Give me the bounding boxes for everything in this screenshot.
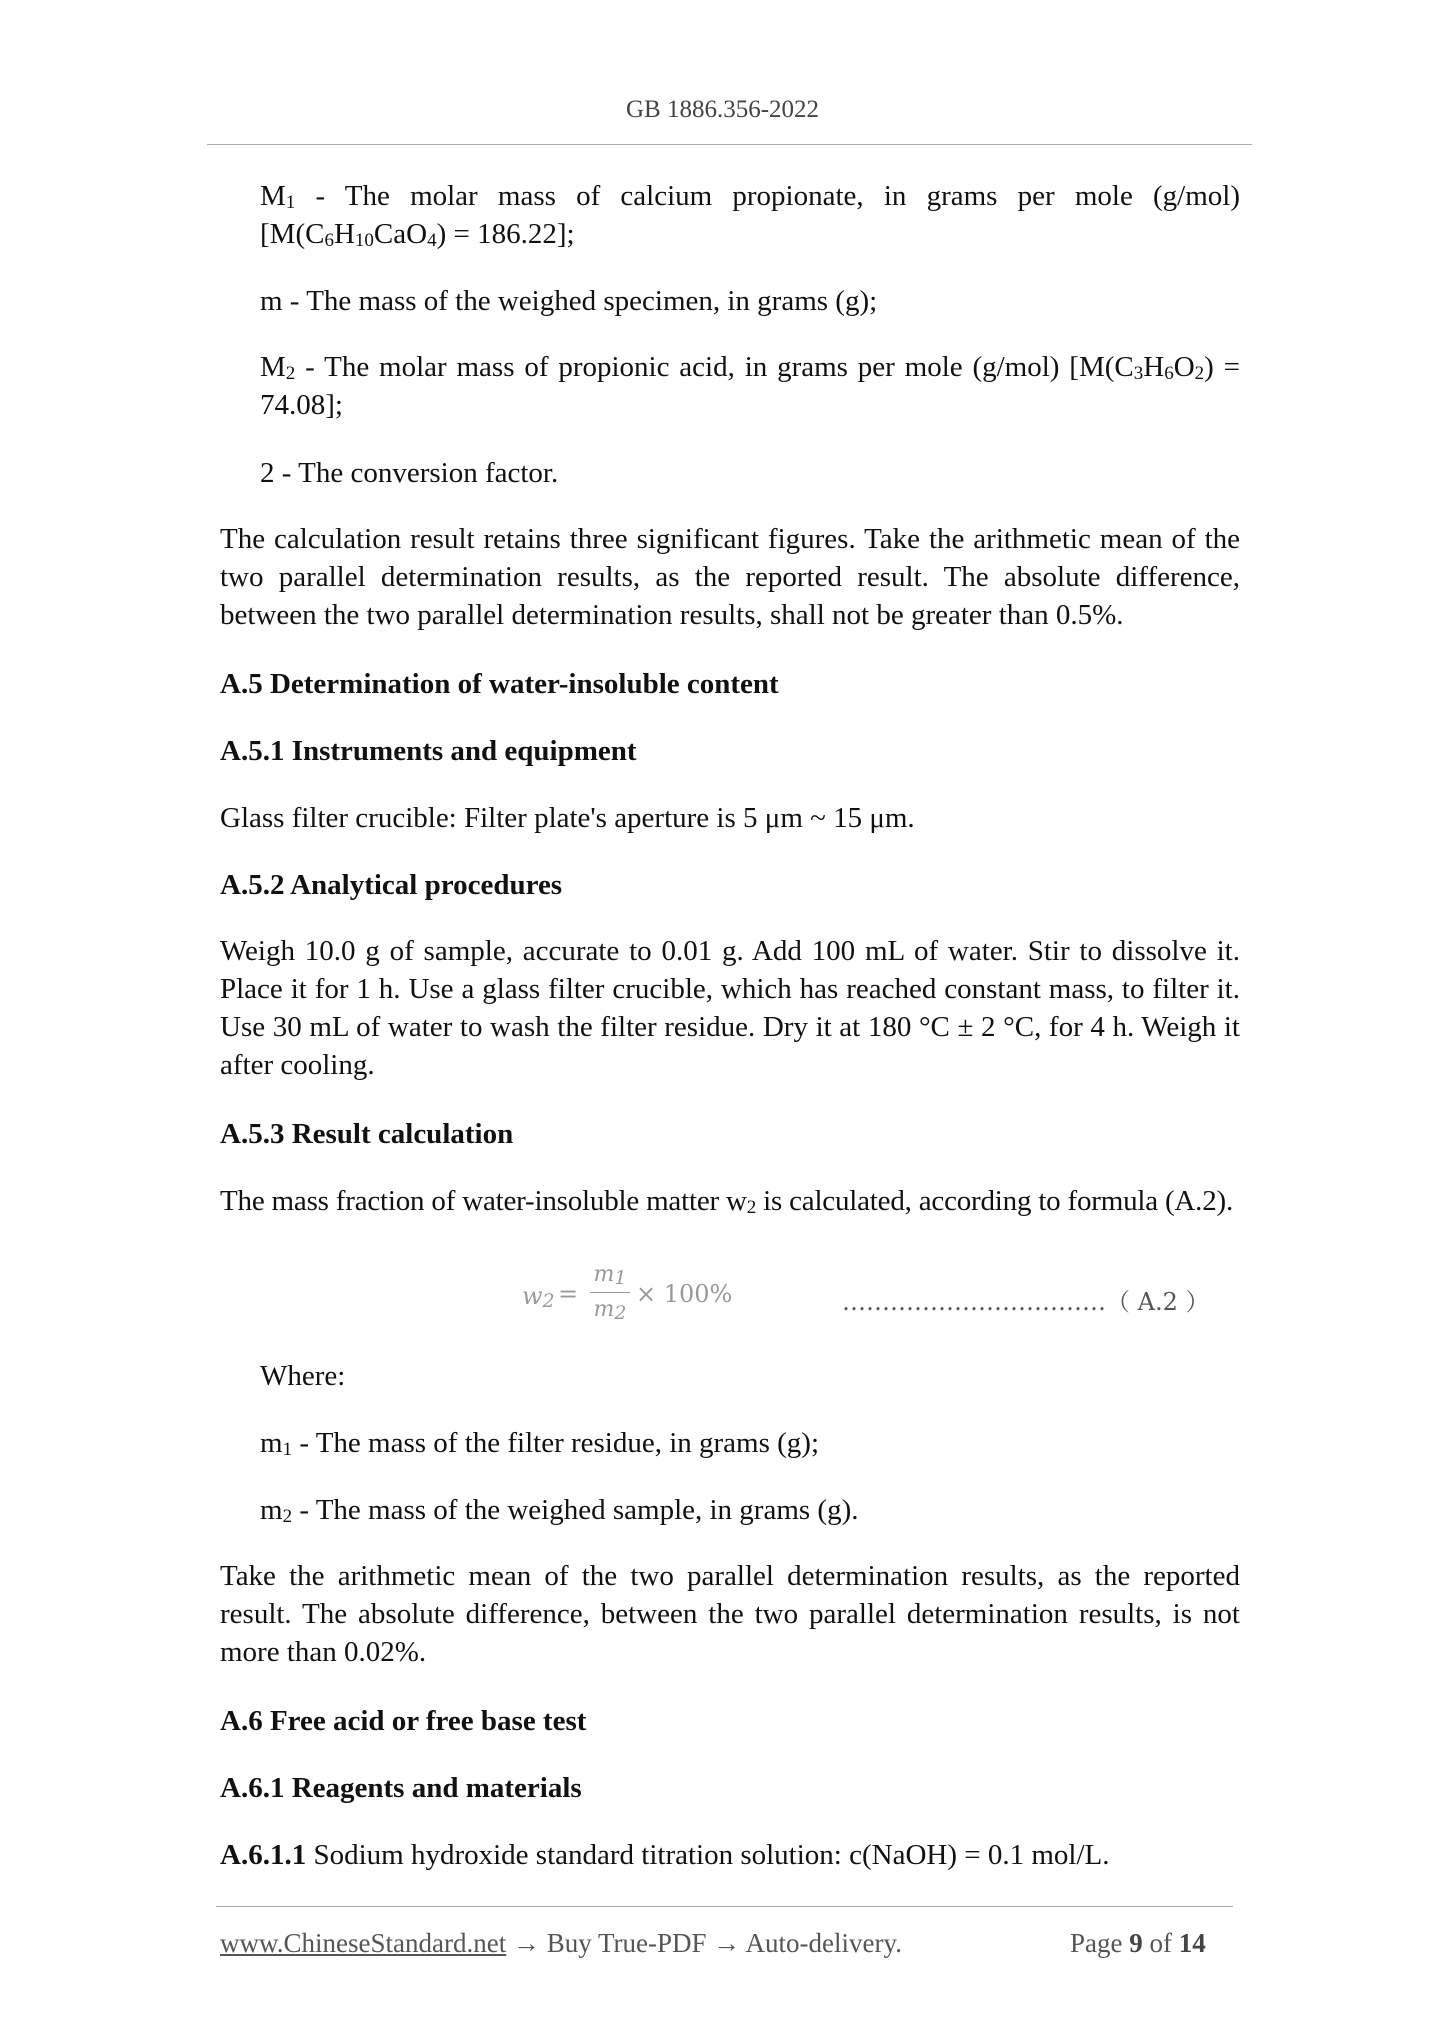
def-conversion-factor: 2 - The conversion factor.: [260, 457, 559, 489]
section-a53-heading: A.5.3 Result calculation: [220, 1118, 514, 1150]
formula-lhs: $w_2$: [522, 1282, 555, 1312]
page-total: 14: [1178, 1928, 1206, 1958]
formula-a2: [300, 1260, 1240, 1324]
section-a52-text: Weigh 10.0 g of sample, accurate to 0.01 g. Add 100 mL of water. Stir to dissolve it. Place it for 1 h. Use a glass filter crucible, which has reached constant mass, to filter it. Use 30 mL of water to wash the filter residue. Dry it at 180 °C ± 2 °C, for 4 h. Weigh it after cooling.: [220, 935, 1240, 1081]
def-molar-mass-calcium-propionate: $M_1$ - The molar mass of calcium propionate, in grams per mole (g/mol) $[M(C_6H_{10}CaO_4) = 186.22]$;: [260, 180, 1240, 251]
footer-links: www.ChineseStandard.net → Buy True-PDF → Auto-delivery.: [220, 1928, 902, 1958]
result-mean-paragraph: Take the arithmetic mean of the two parallel determination results, as the reported result. The absolute difference, between the two parallel determination results, is not more than 0.02%.: [220, 1560, 1240, 1668]
formula-equals: =: [558, 1280, 579, 1308]
formula-fraction: [590, 1262, 630, 1323]
def-filter-residue-mass: $m_1$ - The mass of the filter residue, in grams (g);: [260, 1427, 820, 1460]
formula-times-percent: × 100%: [636, 1280, 733, 1308]
section-a611-text: A.6.1.1 Sodium hydroxide standard titration solution: c(NaOH) = 0.1 mol/L.: [220, 1839, 1110, 1871]
auto-delivery-text: Auto-delivery.: [745, 1928, 902, 1958]
formula-numerator: $m_1$: [593, 1262, 627, 1289]
section-a51-text: Glass filter crucible: Filter plate's aperture is 5 μm ~ 15 μm.: [220, 802, 915, 834]
buy-true-pdf-text: Buy True-PDF: [546, 1928, 707, 1958]
formula-denominator: $m_2$: [593, 1297, 627, 1324]
formula-fraction-bar: [590, 1292, 630, 1293]
section-a52-heading: A.5.2 Analytical procedures: [220, 869, 563, 901]
def-weighed-sample-mass: $m_2$ - The mass of the weighed sample, in grams (g).: [260, 1494, 859, 1527]
formula-reference: ……………………………（ A.2 ）: [842, 1288, 1210, 1316]
section-a5-heading: A.5 Determination of water-insoluble content: [220, 668, 779, 700]
section-a53-text: The mass fraction of water-insoluble matter $w_2$ is calculated, according to formula (A.2).: [220, 1185, 1234, 1218]
page-indicator: Page 9 of 14: [1070, 1928, 1206, 1958]
footer-divider: [216, 1906, 1233, 1907]
chinesestandard-link[interactable]: www.ChineseStandard.net: [220, 1928, 507, 1958]
where-label: Where:: [260, 1360, 346, 1392]
result-retention-paragraph: The calculation result retains three significant figures. Take the arithmetic mean of the two parallel determination results, as the reported result. The absolute difference, between the two parallel determination results, shall not be greater than 0.5%.: [220, 523, 1240, 631]
page-number: 9: [1129, 1928, 1143, 1958]
section-a6-heading: A.6 Free acid or free base test: [220, 1705, 587, 1737]
header-divider: [207, 144, 1252, 145]
def-molar-mass-propionic-acid: $M_2$ - The molar mass of propionic acid, in grams per mole (g/mol) $[M(C_3H_6O_2) = 74.08]$;: [260, 351, 1240, 421]
section-a61-heading: A.6.1 Reagents and materials: [220, 1772, 582, 1804]
def-specimen-mass: m - The mass of the weighed specimen, in grams (g);: [260, 285, 878, 317]
section-a51-heading: A.5.1 Instruments and equipment: [220, 735, 637, 767]
page-header-title: GB 1886.356-2022: [625, 96, 820, 123]
